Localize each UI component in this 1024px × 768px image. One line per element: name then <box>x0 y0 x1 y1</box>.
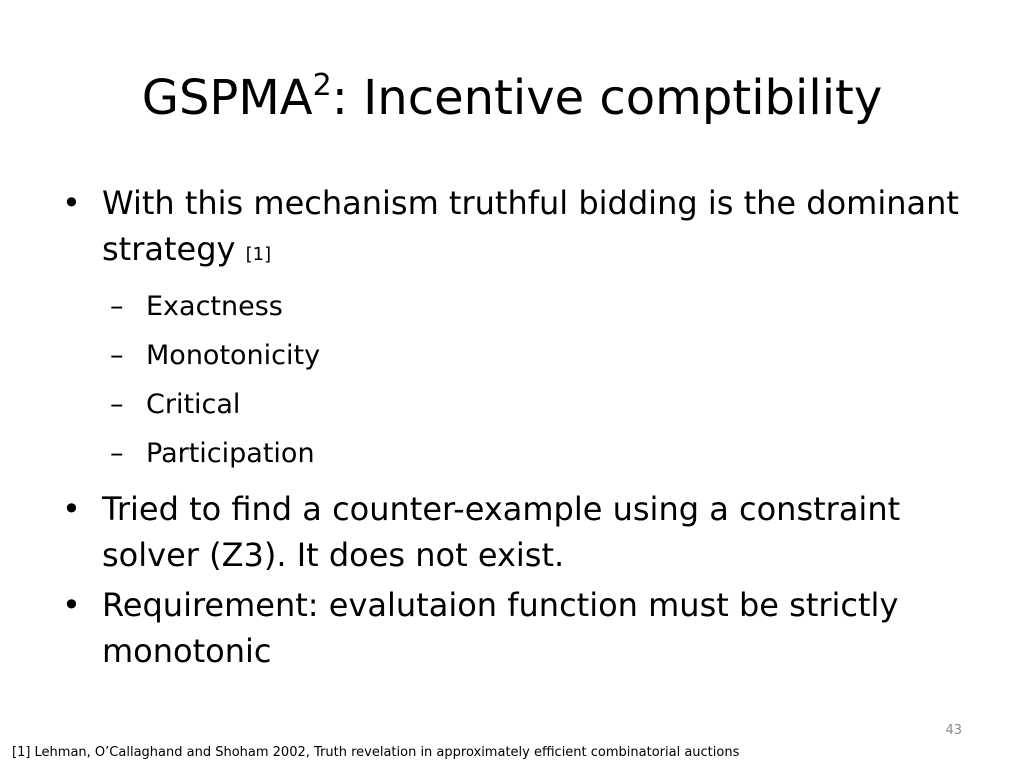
page-number: 43 <box>945 723 962 738</box>
bullet-marker: • <box>62 586 81 624</box>
dash-marker: – <box>110 389 124 420</box>
dash-marker: – <box>110 291 124 322</box>
title-rest: : Incentive comptibility <box>331 70 883 126</box>
bullet-item <box>62 486 982 578</box>
footnote: [1] Lehman, O’Callaghand and Shoham 2002, Truth revelation in approximately efficient combinatorial auctions <box>12 745 740 760</box>
dash-marker: – <box>110 438 124 469</box>
sub-bullet-text: Monotonicity <box>146 340 321 371</box>
bullet-item <box>62 180 982 278</box>
slide-title <box>0 58 1024 138</box>
bullet-text: Requirement: evalutaion function must be strictly monotonic <box>102 586 899 670</box>
sub-bullet-text: Critical <box>146 389 241 420</box>
title-superscript: 2 <box>312 68 332 103</box>
bullet-marker: • <box>62 490 81 528</box>
sub-bullet-item <box>110 282 982 331</box>
sub-bullet-text: Participation <box>146 438 315 469</box>
sub-bullet-item <box>110 380 982 429</box>
sub-bullet-list <box>110 282 982 478</box>
bullet-item <box>62 582 982 674</box>
slide-content <box>62 180 982 678</box>
sub-bullet-item <box>110 429 982 478</box>
bullet-marker: • <box>62 184 81 222</box>
citation-reference: [1] <box>245 244 272 265</box>
sub-bullet-text: Exactness <box>146 291 283 322</box>
sub-bullet-item <box>110 331 982 380</box>
dash-marker: – <box>110 340 124 371</box>
bullet-text: With this mechanism truthful bidding is the dominant strategy <box>102 184 959 268</box>
bullet-text: Tried to find a counter-example using a constraint solver (Z3). It does not exist. <box>102 490 901 574</box>
title-main: GSPMA <box>141 70 313 126</box>
